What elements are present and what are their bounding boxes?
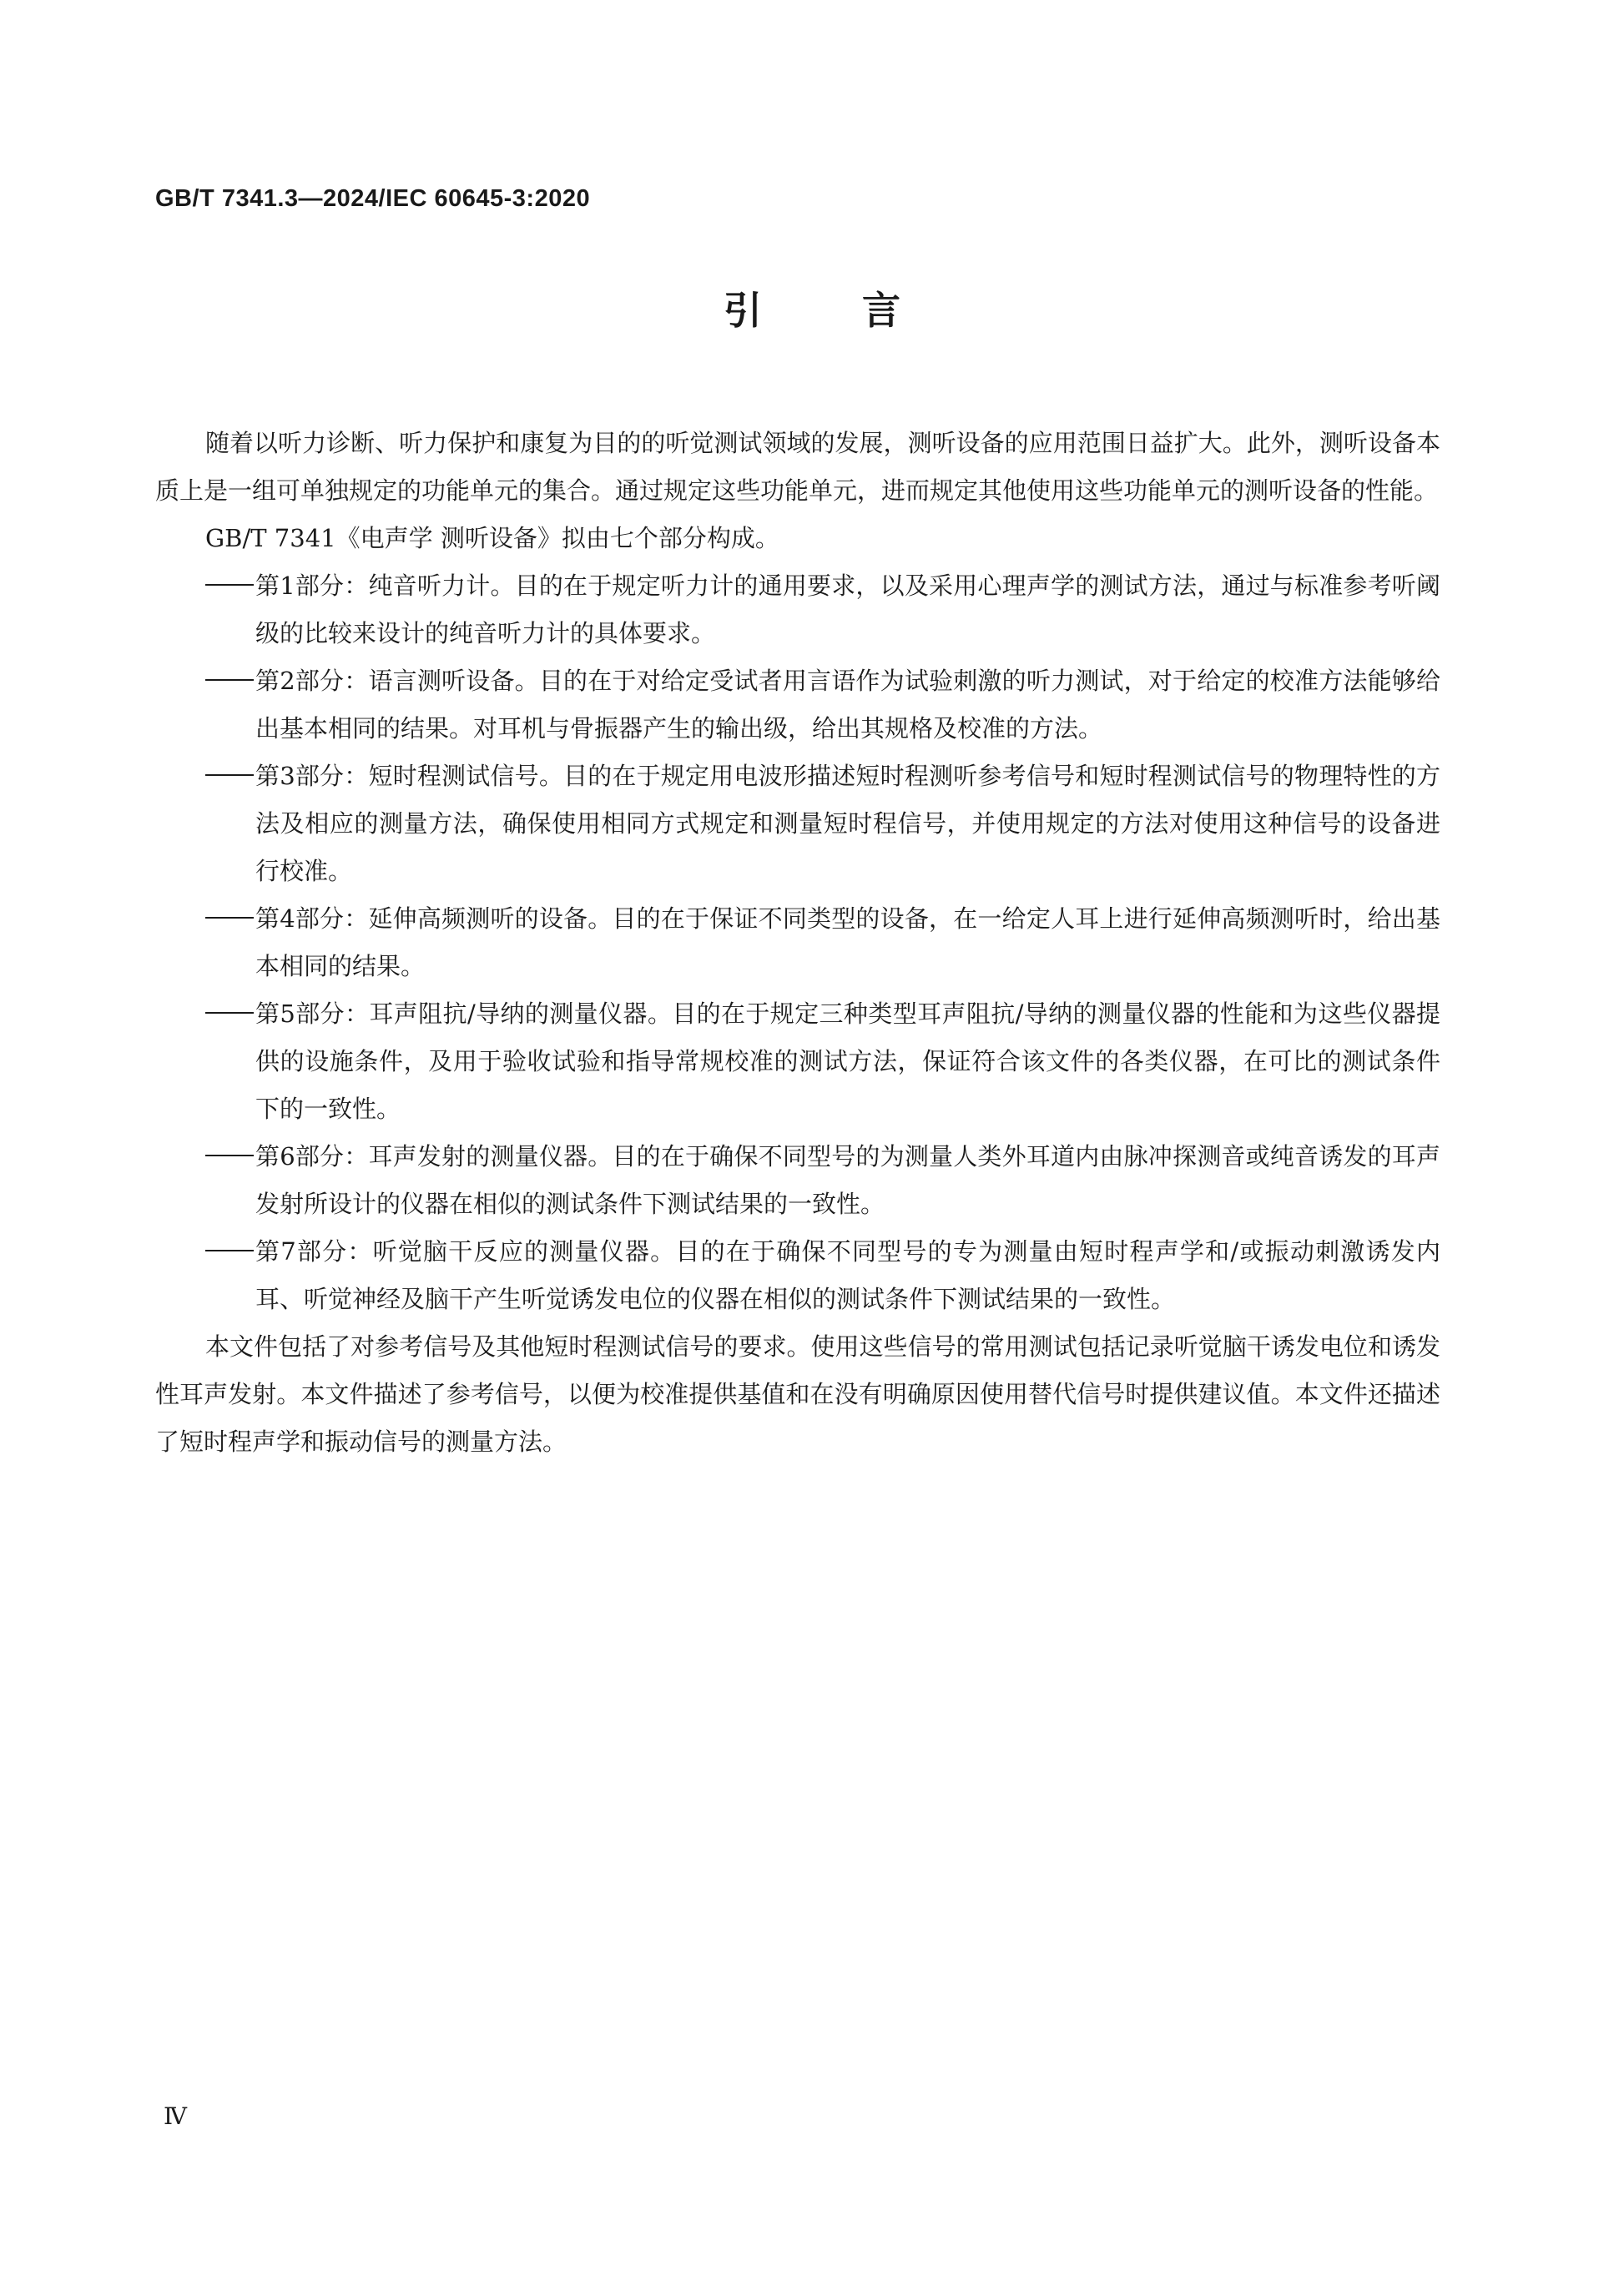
list-item (155, 990, 1440, 1133)
list-item-text: 第1部分：纯音听力计。目的在于规定听力计的通用要求，以及采用心理声学的测试方法，通过与标准参考听阈级的比较来设计的纯音听力计的具体要求。 (255, 571, 1440, 647)
em-dash-marker (205, 990, 255, 1038)
page-number: Ⅳ (164, 2102, 187, 2130)
list-item-text: 第5部分：耳声阻抗/导纳的测量仪器。目的在于规定三种类型耳声阻抗/导纳的测量仪器的性能和为这些仪器提供的设施条件，及用于验收试验和指导常规校准的测试方法，保证符合该文件的各类仪器，在可比的测试条件下的一致性。 (255, 999, 1440, 1123)
series-paragraph: GB/T 7341《电声学 测听设备》拟由七个部分构成。 (205, 524, 779, 552)
em-dash-marker (205, 657, 255, 705)
list-item (155, 753, 1440, 895)
page-title: 引言 (724, 288, 1001, 333)
intro-paragraph: 随着以听力诊断、听力保护和康复为目的的听觉测试领域的发展，测听设备的应用范围日益扩大。此外，测听设备本质上是一组可单独规定的功能单元的集合。通过规定这些功能单元，进而规定其他使用这些功能单元的测听设备的性能。 (155, 429, 1440, 505)
list-item (155, 1228, 1440, 1323)
list-item-text: 第6部分：耳声发射的测量仪器。目的在于确保不同型号的为测量人类外耳道内由脉冲探测音或纯音诱发的耳声发射所设计的仪器在相似的测试条件下测试结果的一致性。 (255, 1142, 1440, 1218)
list-item (155, 895, 1440, 990)
list-item (155, 1133, 1440, 1228)
closing-paragraph: 本文件包括了对参考信号及其他短时程测试信号的要求。使用这些信号的常用测试包括记录听觉脑干诱发电位和诱发性耳声发射。本文件描述了参考信号，以便为校准提供基值和在没有明确原因使用替代信号时提供建议值。本文件还描述了短时程声学和振动信号的测量方法。 (155, 1332, 1440, 1456)
em-dash-marker (205, 1228, 255, 1276)
list-item (155, 657, 1440, 753)
em-dash-marker (205, 562, 255, 610)
list-item (155, 562, 1440, 657)
list-item-text: 第4部分：延伸高频测听的设备。目的在于保证不同类型的设备，在一给定人耳上进行延伸高频测听时，给出基本相同的结果。 (255, 904, 1440, 980)
em-dash-marker (205, 1133, 255, 1181)
em-dash-marker (205, 895, 255, 943)
document-body (155, 420, 1440, 1466)
standard-code-header: GB/T 7341.3—2024/IEC 60645-3:2020 (155, 185, 591, 212)
em-dash-marker (205, 753, 255, 800)
list-item-text: 第3部分：短时程测试信号。目的在于规定用电波形描述短时程测听参考信号和短时程测试信号的物理特性的方法及相应的测量方法，确保使用相同方式规定和测量短时程信号，并使用规定的方法对使用这种信号的设备进行校准。 (255, 762, 1440, 885)
list-item-text: 第7部分：听觉脑干反应的测量仪器。目的在于确保不同型号的专为测量由短时程声学和/或振动刺激诱发内耳、听觉神经及脑干产生听觉诱发电位的仪器在相似的测试条件下测试结果的一致性。 (255, 1237, 1440, 1313)
list-item-text: 第2部分：语言测听设备。目的在于对给定受试者用言语作为试验刺激的听力测试，对于给定的校准方法能够给出基本相同的结果。对耳机与骨振器产生的输出级，给出其规格及校准的方法。 (255, 667, 1440, 743)
